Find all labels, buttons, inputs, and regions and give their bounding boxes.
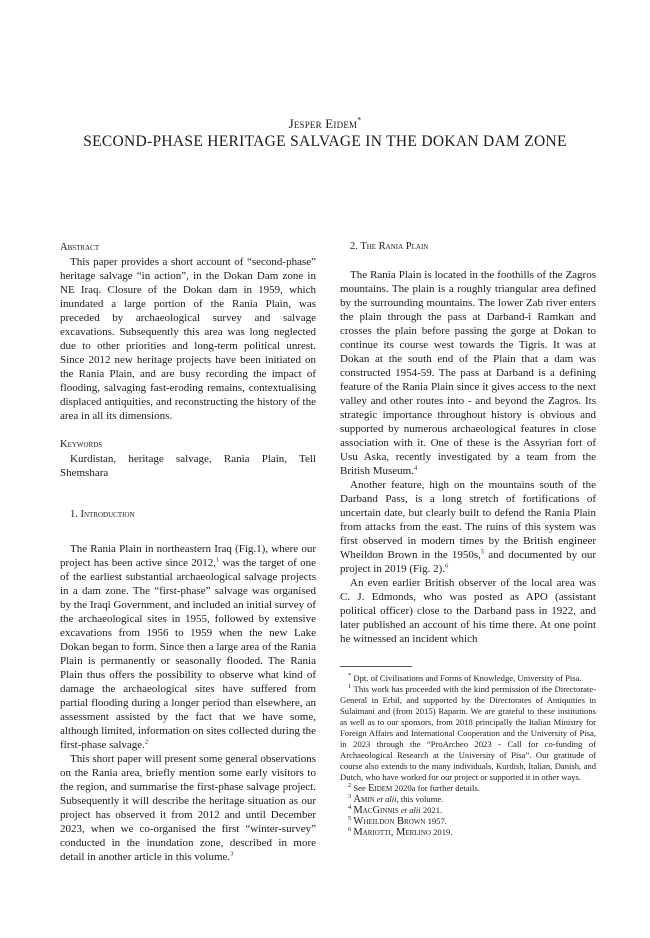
introduction-heading: 1. Introduction <box>70 509 135 520</box>
footnote-ref-4[interactable]: 4 <box>413 464 418 472</box>
author-name <box>0 116 650 132</box>
footnote-author: * Dpt. of Civilisations and Forms of Knowledge, University of Pisa. <box>348 672 582 683</box>
paper-title: SECOND-PHASE HERITAGE SALVAGE IN THE DOKAN DAM ZONE <box>83 133 567 150</box>
footnote-ref-6[interactable]: 6 <box>445 562 449 570</box>
footnote-5: $^5$ Wheildon Brown 1957. <box>348 815 447 827</box>
keywords-heading: Keywords <box>60 439 103 450</box>
keywords-text: Kurdistan, heritage salvage, Rania Plain, Tell Shemshara <box>60 453 316 479</box>
footnote-ref-5[interactable]: 5 <box>480 548 485 556</box>
rania-paragraph-1: The Rania Plain is located in the foothills of the Zagros mountains. The plain is a roughly triangular area defined by the surrounding mountains. The lower Zab river enters the plain through the pass at Darband-i Ramkan and crosses the plain before passing the gorge at Dokan to continue its course west towards the Tigris. It was at Dokan at the south end of the Plain that a dam was constructed 1954-59. The pass at Darband is a defining feature of the Rania Plain since it gives access to the next valley and other routes into - and beyond the Zagros. Its strategic importance throughout history is obvious and supported by numerous archaeological features in close association with it. One of these is the Assyrian fort of Usu Aska, recently investigated by a team from the British Museum.$^4$ <box>340 269 596 477</box>
rania-plain-heading: 2. The Rania Plain <box>350 241 429 252</box>
author-footnote-mark: * <box>357 115 362 125</box>
footnote-6: $^6$ Mariotti, Merlino 2019. <box>348 826 453 838</box>
author-text: Jesper Eidem <box>288 116 358 131</box>
footnotes <box>340 673 596 838</box>
rania-paragraph-2: Another feature, high on the mountains south of the Darband Pass, is a long stretch of fortifications of uncertain date, but clearly built to defend the Rania Plain from attacks from the east. The ruins of this system was first observed in modern times by the British engineer Wheildon Brown in the 1950s,$^5$ and documented by our project in 2019 (Fig. 2).$^6$ <box>340 479 596 575</box>
footnote-ref-3[interactable]: 3 <box>230 850 234 858</box>
footnote-ref-1[interactable]: 1 <box>215 556 220 564</box>
right-column <box>340 240 596 838</box>
left-column <box>60 240 316 864</box>
footnote-1: $^1$ This work has proceeded with the kind permission of the Directorate-General in Erbil, and supported by the Directorates of Antiquities in Sulaimani and (from 2015) Raparin. We are grateful to these institutions as well as to our sponsors, from 2018 principally the Italian Ministry for Foreign Affairs and International Cooperation and the University of Pisa, in 2023 through the “ProArcheo 2023 - Call for co-funding of Archaeological Research at the University of Pisa”. Our gratitude of course also extends to the many individuals, Kurdish, Italian, Danish, and Dutch, who have worked for our project or supported it in other ways. <box>340 683 596 782</box>
rania-paragraph-3: An even earlier British observer of the local area was C. J. Edmonds, who was posted as APO (assistant political officer) close to the Darband pass in 1922, and later published an account of his time there. At one point he witnessed an incident which <box>340 577 596 645</box>
footnote-2: $^2$ See Eidem 2020a for further details. <box>348 782 480 794</box>
footnote-ref-2[interactable]: 2 <box>144 738 149 746</box>
footnote-divider <box>340 666 412 667</box>
intro-paragraph-2: This short paper will present some general observations on the Rania area, briefly mention some early visitors to the region, and summarise the first-phase salvage project. Subsequently it will describe the heritage situation as our project has observed it from 2012 and until December 2023, when we co-organised the first “winter-survey” conducted in the inundation zone, described in more detail in another article in this volume.$^3$ <box>60 753 316 863</box>
footnote-3: $^3$ Amin et alii, this volume. <box>348 793 444 805</box>
abstract-heading: Abstract <box>60 242 100 253</box>
footnote-4: $^4$ MacGinnis et alii 2021. <box>348 804 443 816</box>
abstract-text: This paper provides a short account of “second-phase” heritage salvage “in action”, in the Dokan Dam zone in NE Iraq. Closure of the Dokan dam in 1959, which inundated a large portion of the Rania Plain, was preceded by archaeological survey and salvage excavations. Subsequently this area was long neglected due to other priorities and long-term political unrest. Since 2012 new heritage projects have been initiated on the Rania Plain, and are busy recording the impact of flooding, salvaging fast-eroding remains, contextualising displaced antiquities, and reconstructing the history of the area in all its dimensions. <box>60 256 316 422</box>
intro-paragraph-1: The Rania Plain in northeastern Iraq (Fig.1), where our project has been active since 2012,$^1$ was the target of one of the earliest substantial archaeological salvage projects in a dam zone. The “first-phase” salvage was organised by the Iraqi Government, and included an initial survey of the archaeological sites in 1955, followed by extensive excavations from 1956 to 1959 when the new Lake Dokan began to form. Since then a large area of the Rania Plain is permanently or seasonally flooded. The Rania Plain thus offers the possibility to observe what kind of damage the archaeological sites have suffered from partial flooding during a longer period than elsewhere, an assessment assisted by the fact that we have some, although limited, information on sites collected during the first-phase salvage.$^2$ <box>60 543 317 751</box>
